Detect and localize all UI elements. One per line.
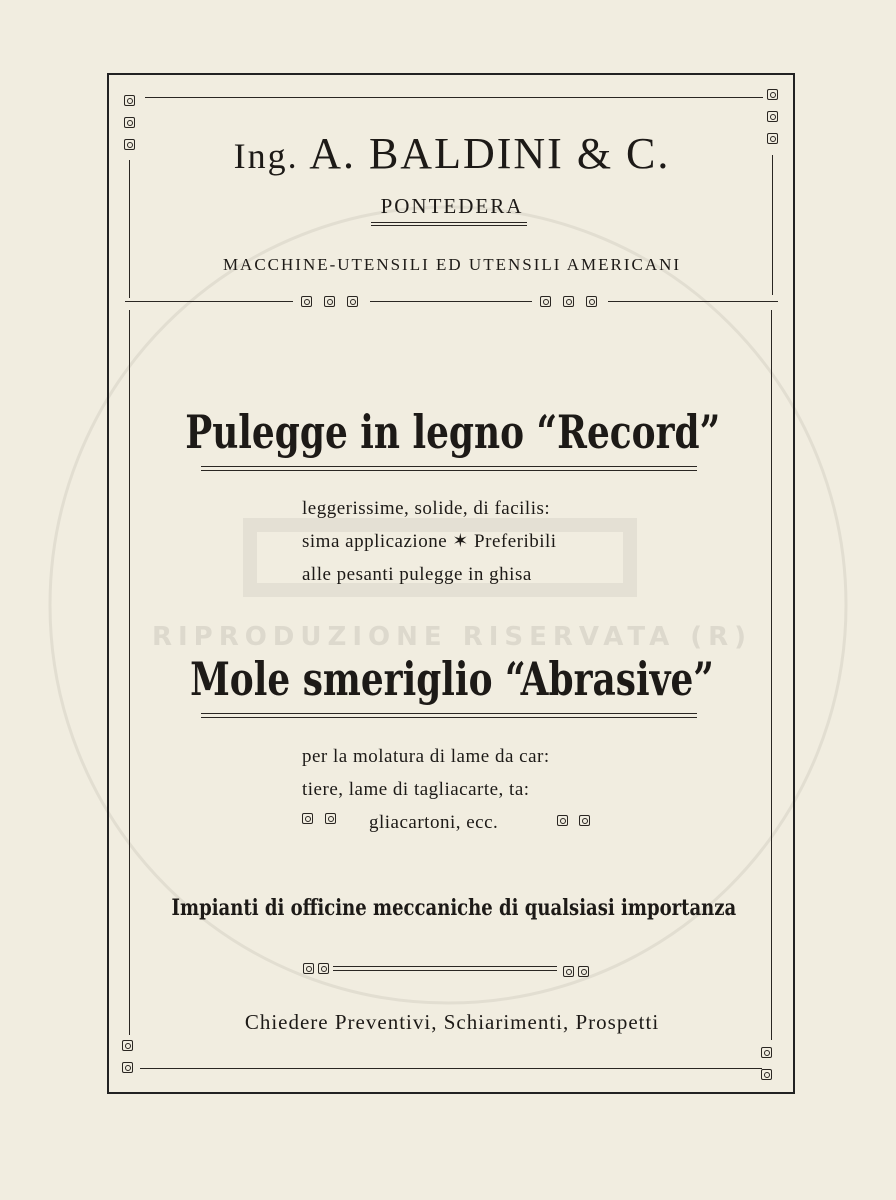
city-underline (371, 222, 527, 223)
ornament-icon (301, 296, 312, 307)
title-underline (201, 717, 697, 718)
ornament-icon (761, 1069, 772, 1080)
ornament-icon (124, 95, 135, 106)
ornament-icon (302, 813, 313, 824)
ornament-icon (586, 296, 597, 307)
description-line: gliacartoni, ecc. (369, 812, 499, 833)
description-line: per la molatura di lame da car: (302, 746, 550, 767)
ornament-icon (579, 815, 590, 826)
description-line: leggerissime, solide, di facilis: (302, 498, 551, 519)
right-rule-lower (771, 310, 772, 1040)
header-divider-left (125, 301, 293, 302)
ornament-icon (767, 89, 778, 100)
company-tagline: MACCHINE-UTENSILI ED UTENSILI AMERICANI (222, 255, 682, 274)
header-divider-right (608, 301, 778, 302)
top-rule (145, 97, 763, 98)
product-title-grinding-wheels: Mole smeriglio “Abrasive” (190, 652, 714, 706)
city-underline (371, 225, 527, 226)
section-divider (333, 970, 557, 971)
ornament-icon (122, 1040, 133, 1051)
bottom-rule (140, 1068, 762, 1069)
header-divider-center (370, 301, 532, 302)
description-line: alle pesanti pulegge in ghisa (302, 564, 532, 585)
contact-line: Chiedere Preventivi, Schiarimenti, Prospetti (244, 1010, 660, 1034)
services-line: Impianti di officine meccaniche di qualsiasi importanza (171, 895, 737, 921)
ornament-icon (563, 966, 574, 977)
ornament-icon (325, 813, 336, 824)
watermark-text: RIPRODUZIONE RISERVATA (R) (151, 622, 753, 652)
title-underline (201, 713, 697, 714)
company-name (110, 128, 794, 179)
ornament-icon (318, 963, 329, 974)
ornament-icon (303, 963, 314, 974)
description-line: sima applicazione ✶ Preferibili (302, 531, 557, 552)
ornament-icon (563, 296, 574, 307)
ornament-icon (122, 1062, 133, 1073)
title-underline (201, 470, 697, 471)
ornament-icon (767, 111, 778, 122)
ornament-icon (761, 1047, 772, 1058)
ornament-icon (578, 966, 589, 977)
ornament-icon (347, 296, 358, 307)
ornament-icon (540, 296, 551, 307)
ornament-icon (124, 117, 135, 128)
product-title-pulleys: Pulegge in legno “Record” (185, 405, 721, 459)
section-divider (333, 966, 557, 967)
company-prefix: Ing. (233, 136, 299, 176)
company-city: PONTEDERA (380, 194, 524, 218)
company-title: A. BALDINI & C. (309, 129, 671, 178)
description-line: tiere, lame di tagliacarte, ta: (302, 779, 530, 800)
left-rule-lower (129, 310, 130, 1035)
left-rule-upper (129, 160, 130, 298)
ornament-icon (324, 296, 335, 307)
product-description-pulleys (302, 492, 612, 591)
ornament-icon (557, 815, 568, 826)
title-underline (201, 466, 697, 467)
